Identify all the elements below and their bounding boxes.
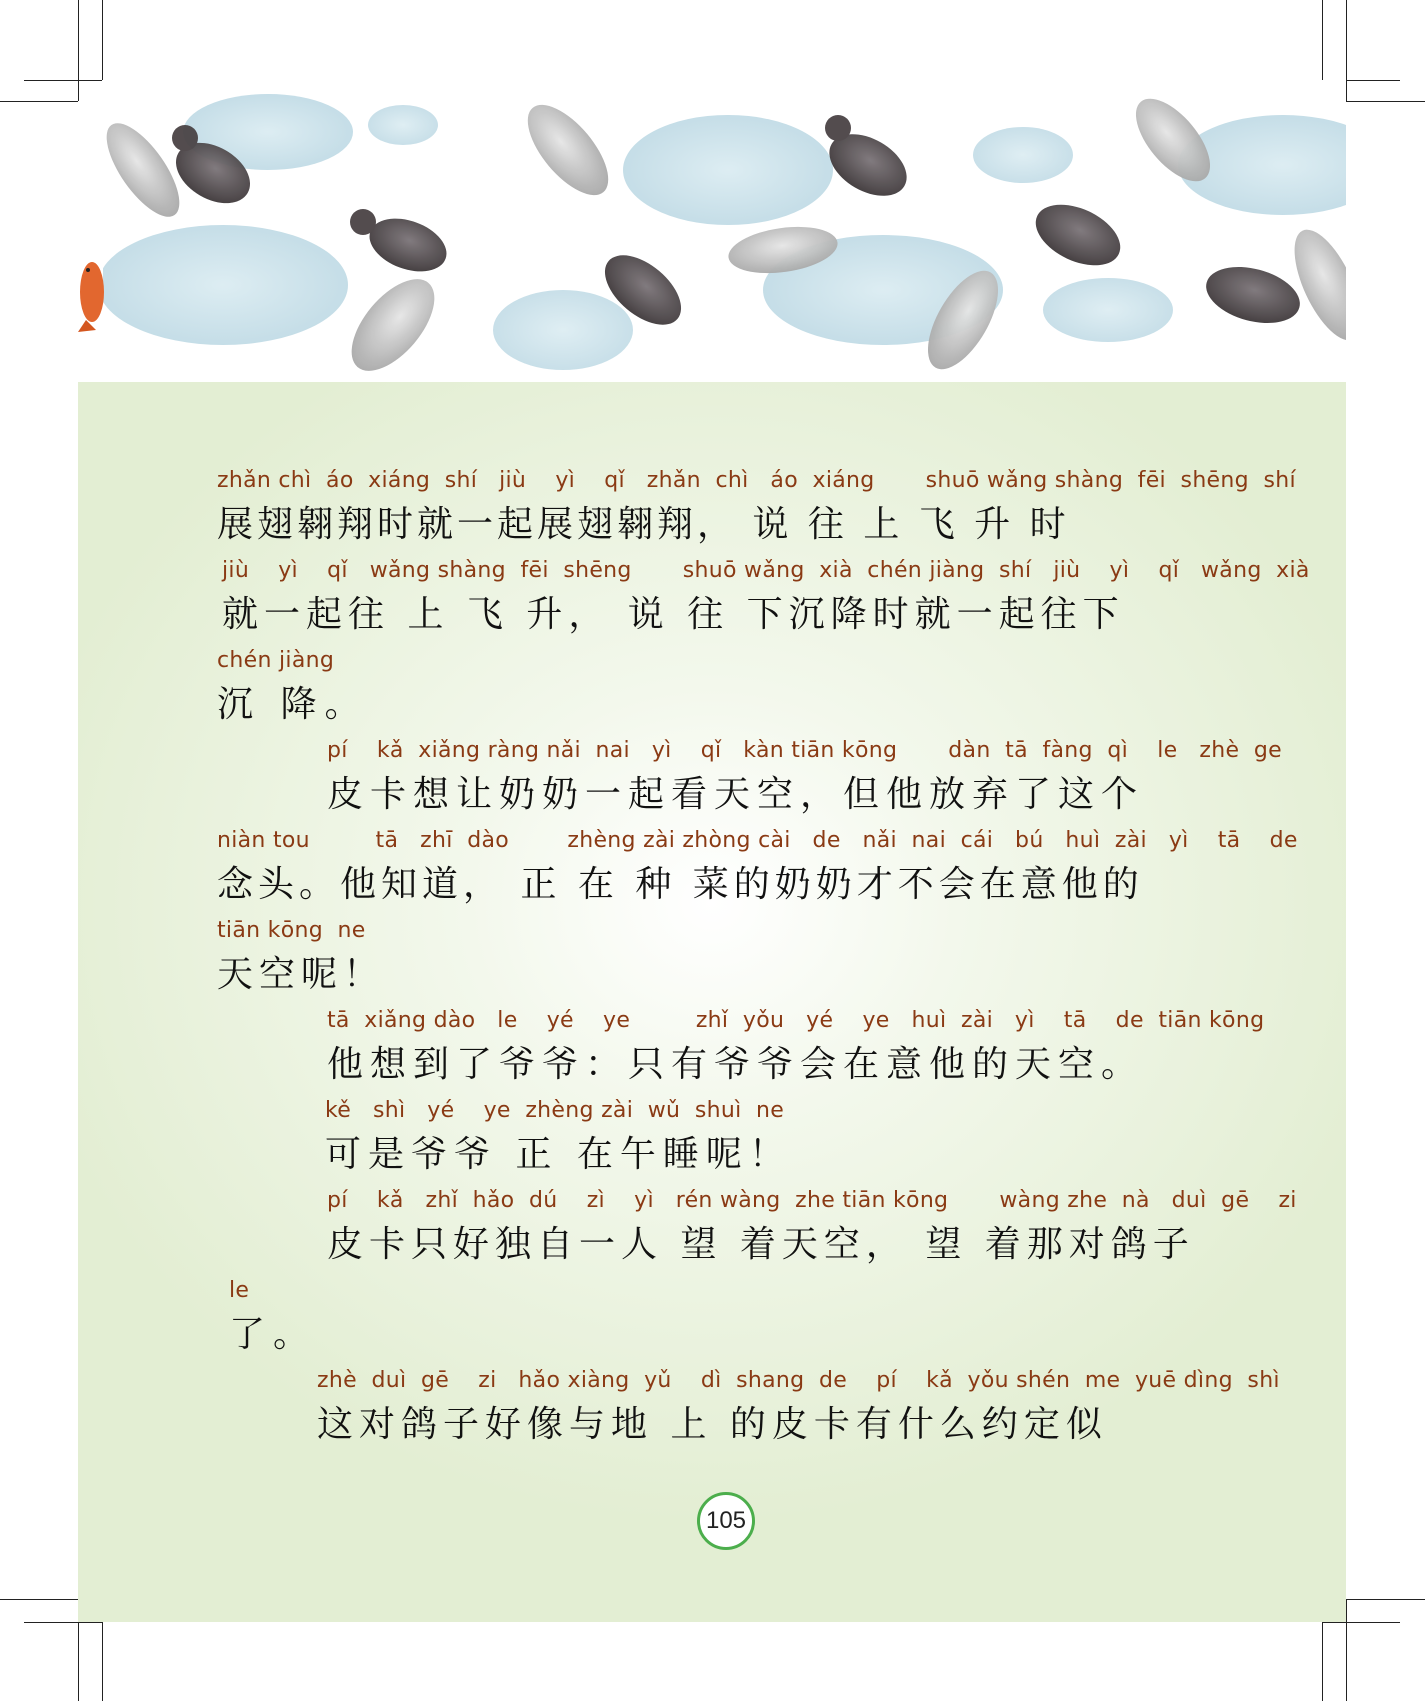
hanzi-line: 了。 bbox=[229, 1314, 318, 1355]
pinyin-line: kě shì yé ye zhèng zài wǔ shuì ne bbox=[325, 1098, 785, 1123]
hanzi-line: 可是爷爷 正 在午睡呢！ bbox=[325, 1134, 792, 1175]
pinyin-line: niàn tou tā zhī dào zhèng zài zhòng cài de nǎi nai cái bú huì zài yì tā de bbox=[217, 828, 1298, 853]
hanzi-line: 念头。他知道， 正 在 种 菜的奶奶才不会在意他的 bbox=[217, 864, 1144, 905]
hanzi-line: 沉 降。 bbox=[217, 684, 369, 725]
hanzi-line: 天空呢！ bbox=[217, 954, 386, 995]
crop-mark bbox=[1346, 1599, 1425, 1600]
pinyin-line: chén jiàng bbox=[217, 648, 335, 673]
crop-mark bbox=[1346, 0, 1347, 101]
pigeon-illustration bbox=[103, 80, 1346, 382]
pinyin-line: pí kǎ zhǐ hǎo dú zì yì rén wàng zhe tiān kōng wàng zhe nà duì gē zi bbox=[327, 1188, 1297, 1213]
fish-illustration bbox=[74, 252, 104, 332]
crop-mark bbox=[24, 1622, 102, 1623]
pinyin-line: tiān kōng ne bbox=[217, 918, 366, 943]
crop-mark bbox=[1322, 0, 1323, 80]
crop-mark bbox=[1322, 1622, 1400, 1623]
pinyin-line: zhè duì gē zi hǎo xiàng yǔ dì shang de pí kǎ yǒu shén me yuē dìng shì bbox=[317, 1368, 1280, 1393]
crop-mark bbox=[1346, 101, 1425, 102]
hanzi-line: 就一起往 上 飞 升， 说 往 下沉降时就一起往下 bbox=[222, 594, 1125, 635]
pinyin-line: tā xiǎng dào le yé ye zhǐ yǒu yé ye huì zài yì tā de tiān kōng bbox=[327, 1008, 1265, 1033]
hanzi-line: 皮卡只好独自一人 望 着天空， 望 着那对鸽子 bbox=[327, 1224, 1195, 1265]
hanzi-line: 这对鸽子好像与地 上 的皮卡有什么约定似 bbox=[317, 1404, 1108, 1445]
pinyin-line: jiù yì qǐ wǎng shàng fēi shēng shuō wǎng xià chén jiàng shí jiù yì qǐ wǎng xià bbox=[222, 558, 1310, 583]
hanzi-line: 皮卡想让奶奶一起看天空，但他放弃了这个 bbox=[327, 774, 1145, 815]
crop-mark bbox=[102, 1622, 103, 1701]
pinyin-line: zhǎn chì áo xiáng shí jiù yì qǐ zhǎn chì áo xiáng shuō wǎng shàng fēi shēng shí bbox=[217, 468, 1296, 493]
crop-mark bbox=[0, 101, 78, 102]
pinyin-line: pí kǎ xiǎng ràng nǎi nai yì qǐ kàn tiān kōng dàn tā fàng qì le zhè ge bbox=[327, 738, 1282, 763]
hanzi-line: 他想到了爷爷：只有爷爷会在意他的天空。 bbox=[327, 1044, 1145, 1085]
crop-mark bbox=[0, 1599, 78, 1600]
hanzi-line: 展翅翱翔时就一起展翅翱翔， 说 往 上 飞 升 时 bbox=[217, 504, 1070, 545]
pinyin-line: le bbox=[229, 1278, 250, 1303]
crop-mark bbox=[102, 0, 103, 80]
crop-mark bbox=[78, 0, 79, 101]
pigeons-clouds-image bbox=[103, 80, 1346, 382]
crop-mark bbox=[24, 80, 102, 81]
crop-mark bbox=[1322, 1622, 1323, 1701]
crop-mark bbox=[1346, 1599, 1347, 1701]
page-number: 105 bbox=[697, 1492, 755, 1550]
